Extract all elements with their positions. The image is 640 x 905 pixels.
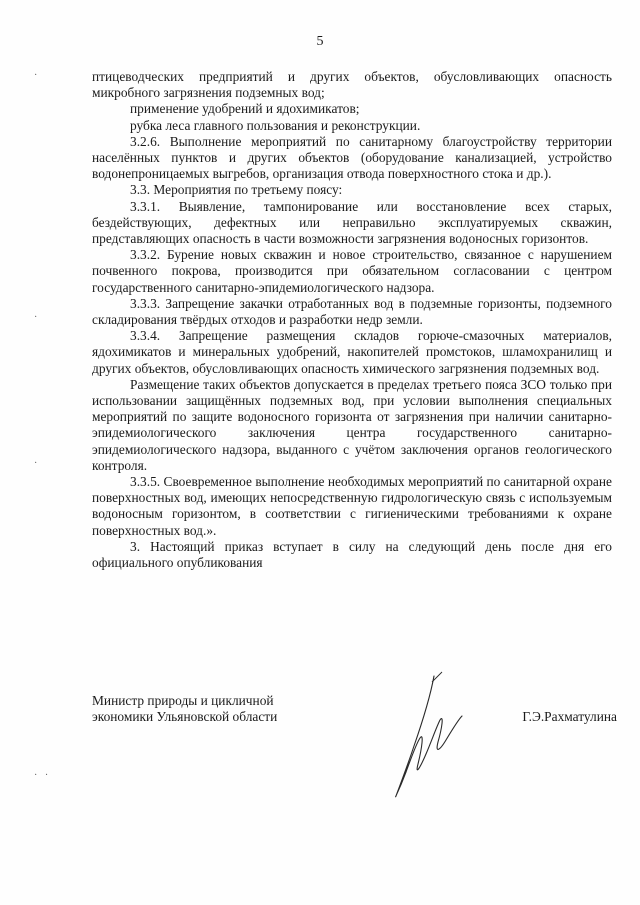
paragraph: 3. Настоящий приказ вступает в силу на следующий день после дня его официального опубликования [92, 538, 612, 571]
page-number: 5 [316, 34, 324, 49]
paragraph: 3.2.6. Выполнение мероприятий по санитарному благоустройству территории населённых пунктов и других объектов (оборудование канализацией, устройство водонепроницаемых выгребов, организация отвода поверхностного стока и др.). [92, 133, 612, 182]
paragraph: 3.3.4. Запрещение размещения складов горюче-смазочных материалов, ядохимикатов и минеральных удобрений, накопителей промстоков, шламохранилищ и других объектов, обусловливающих опасность химического загрязнения подземных вод. [92, 328, 612, 376]
margin-mark: · [34, 312, 38, 323]
paragraph: 3.3.3. Запрещение закачки отработанных вод в подземные горизонты, подземного складирования твёрдых отходов и разработки недр земли. [92, 295, 612, 328]
paragraph: 3.3.2. Бурение новых скважин и новое строительство, связанное с нарушением почвенного покрова, производится при обязательном согласовании с центром государственного санитарно-эпидемиологического надзора. [92, 247, 612, 295]
margin-mark: · [34, 70, 38, 81]
paragraph: Размещение таких объектов допускается в пределах третьего пояса ЗСО только при использовании защищённых подземных вод, при условии выполнения специальных мероприятий по защите водоносного горизонта от загрязнения при наличии санитарно-эпидемиологического заключения центра государственного санитарно-эпидемиологического надзора, выданного с учётом заключения органов геологического контроля. [92, 376, 612, 473]
signatory-title-line: экономики Ульяновской области [92, 709, 278, 725]
signatory-name: Г.Э.Рахматулина [522, 709, 617, 724]
paragraph: птицеводческих предприятий и других объектов, обусловливающих опасность микробного загрязнения подземных вод; [92, 69, 612, 101]
handwritten-signature [372, 668, 482, 808]
paragraph: рубка леса главного пользования и реконструкции. [130, 117, 421, 133]
paragraph: 3.3.5. Своевременное выполнение необходимых мероприятий по санитарной охране поверхностных вод, имеющих непосредственную гидрологическую связь с используемым водоносным горизонтом, в соответствии с гигиеническими требованиями к охране поверхностных вод.». [92, 474, 612, 538]
signatory-title [92, 693, 352, 725]
signatory-title-line: Министр природы и цикличной [92, 693, 274, 708]
margin-mark: · · [34, 770, 49, 781]
paragraph: 3.3.1. Выявление, тампонирование или восстановление всех старых, бездействующих, дефектных или неправильно эксплуатируемых скважин, представляющих опасность в части возможности загрязнения водоносных горизонтов. [92, 198, 612, 247]
margin-mark: · [34, 458, 38, 469]
paragraph: применение удобрений и ядохимикатов; [130, 101, 360, 117]
paragraph: 3.3. Мероприятия по третьему поясу: [130, 182, 343, 198]
document-body [92, 69, 612, 571]
